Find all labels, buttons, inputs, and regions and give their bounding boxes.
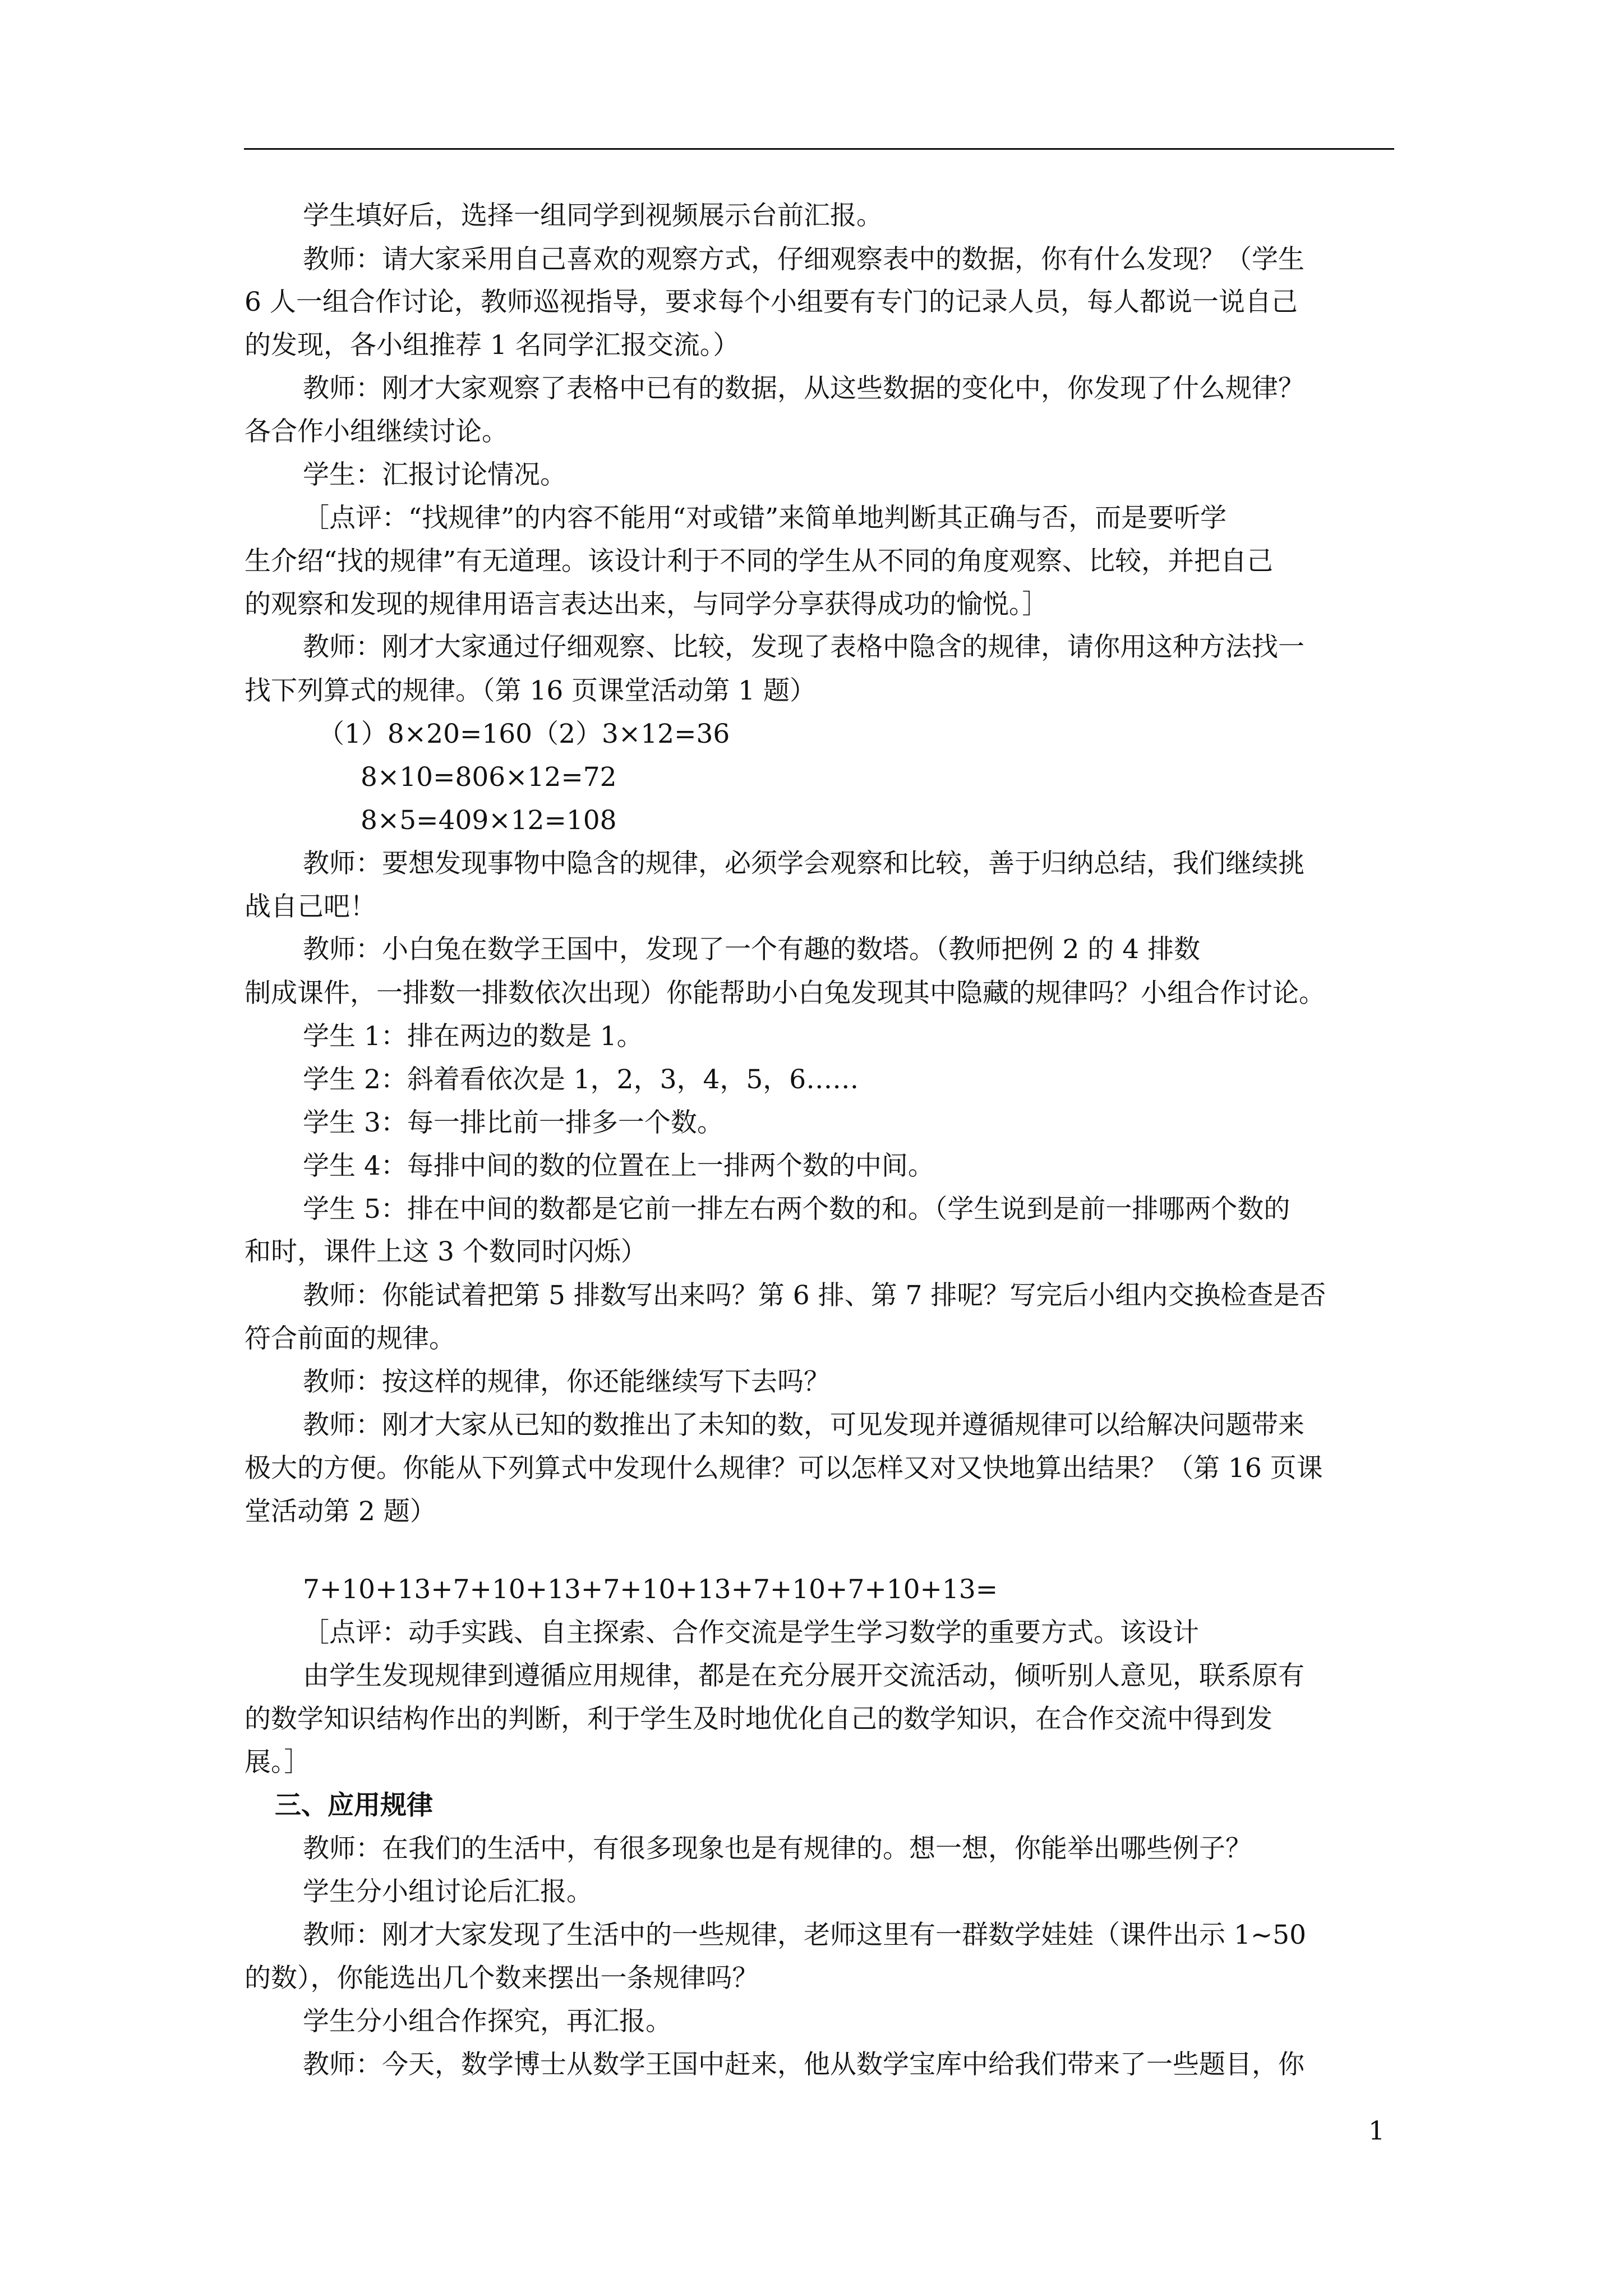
text-line: 教师：你能试着把第 5 排数写出来吗？第 6 排、第 7 排呢？写完后小组内交换检查是否 [303,1280,1326,1311]
text-line: ［点评：“找规律”的内容不能用“对或错”来简单地判断其正确与否，而是要听学 [303,503,1227,533]
text-line: 极大的方便。你能从下列算式中发现什么规律？可以怎样又对又快地算出结果？（第 16 页课 [245,1453,1323,1484]
text-line: 学生分小组合作探究，再汇报。 [303,2006,672,2037]
equation-line: 8×10=806×12=72 [361,762,617,793]
text-line: 制成课件，一排数一排数依次出现）你能帮助小白兔发现其中隐藏的规律吗？小组合作讨论。 [245,978,1325,1009]
text-line: 学生填好后，选择一组同学到视频展示台前汇报。 [303,200,883,231]
text-line: 教师：刚才大家通过仔细观察、比较，发现了表格中隐含的规律，请你用这种方法找一 [303,632,1304,662]
page-number: 1 [1368,2115,1385,2146]
text-line: 的数学知识结构作出的判断，利于学生及时地优化自己的数学知识，在合作交流中得到发 [245,1704,1272,1734]
text-line: 教师：要想发现事物中隐含的规律，必须学会观察和比较，善于归纳总结，我们继续挑 [303,848,1304,879]
header-rule [244,148,1394,150]
text-line: 各合作小组继续讨论。 [245,416,508,447]
text-line: 学生 4：每排中间的数的位置在上一排两个数的中间。 [303,1151,934,1181]
text-line: 找下列算式的规律。（第 16 页课堂活动第 1 题） [245,675,816,706]
text-line: 的观察和发现的规律用语言表达出来，与同学分享获得成功的愉悦。］ [245,589,1049,620]
text-line: 教师：刚才大家从已知的数推出了未知的数，可见发现并遵循规律可以给解决问题带来 [303,1410,1304,1441]
text-line: 教师：小白兔在数学王国中，发现了一个有趣的数塔。（教师把例 2 的 4 排数 [303,934,1201,965]
text-line: 学生：汇报讨论情况。 [303,459,566,490]
text-line: 的发现，各小组推荐 1 名同学汇报交流。） [245,330,740,361]
text-line: 由学生发现规律到遵循应用规律，都是在充分展开交流活动，倾听别人意见，联系原有 [303,1660,1304,1691]
text-line: 6 人一组合作讨论，教师巡视指导，要求每个小组要有专门的记录人员，每人都说一说自己 [245,287,1298,318]
text-line: 展。］ [245,1747,311,1778]
text-line: 学生 3：每一排比前一排多一个数。 [303,1107,723,1138]
text-line: ［点评：动手实践、自主探索、合作交流是学生学习数学的重要方式。该设计 [303,1617,1199,1648]
text-line: 学生分小组讨论后汇报。 [303,1876,593,1907]
equation-line: （1）8×20=160（2）3×12=36 [318,719,730,749]
text-line: 教师：在我们的生活中，有很多现象也是有规律的。想一想，你能举出哪些例子？ [303,1833,1252,1864]
text-line: 战自己吧！ [245,891,376,922]
text-line: 学生 2：斜着看依次是 1，2，3，4，5，6…… [303,1064,859,1095]
text-line: 学生 1：排在两边的数是 1。 [303,1021,643,1052]
text-line: 符合前面的规律。 [245,1323,455,1354]
text-line: 和时，课件上这 3 个数同时闪烁） [245,1236,647,1267]
text-line: 学生 5：排在中间的数都是它前一排左右两个数的和。（学生说到是前一排哪两个数的 [303,1194,1290,1225]
text-line: 的数），你能选出几个数来摆出一条规律吗？ [245,1963,759,1994]
text-line: 教师：请大家采用自己喜欢的观察方式，仔细观察表中的数据，你有什么发现？（学生 [303,244,1304,275]
text-line: 教师：按这样的规律，你还能继续写下去吗？ [303,1366,830,1397]
text-line: 堂活动第 2 题） [245,1496,436,1527]
text-line: 生介绍“找的规律”有无道理。该设计利于不同的学生从不同的角度观察、比较，并把自己 [245,546,1274,577]
text-line: 教师：刚才大家观察了表格中已有的数据，从这些数据的变化中，你发现了什么规律？ [303,373,1304,404]
equation-line: 8×5=409×12=108 [361,805,617,836]
text-line: 教师：刚才大家发现了生活中的一些规律，老师这里有一群数学娃娃（课件出示 1~50 [303,1920,1307,1950]
section-heading: 三、应用规律 [275,1790,433,1821]
equation-line: 7+10+13+7+10+13+7+10+13+7+10+7+10+13= [303,1574,998,1605]
text-line: 教师：今天，数学博士从数学王国中赶来，他从数学宝库中给我们带来了一些题目，你 [303,2049,1304,2080]
